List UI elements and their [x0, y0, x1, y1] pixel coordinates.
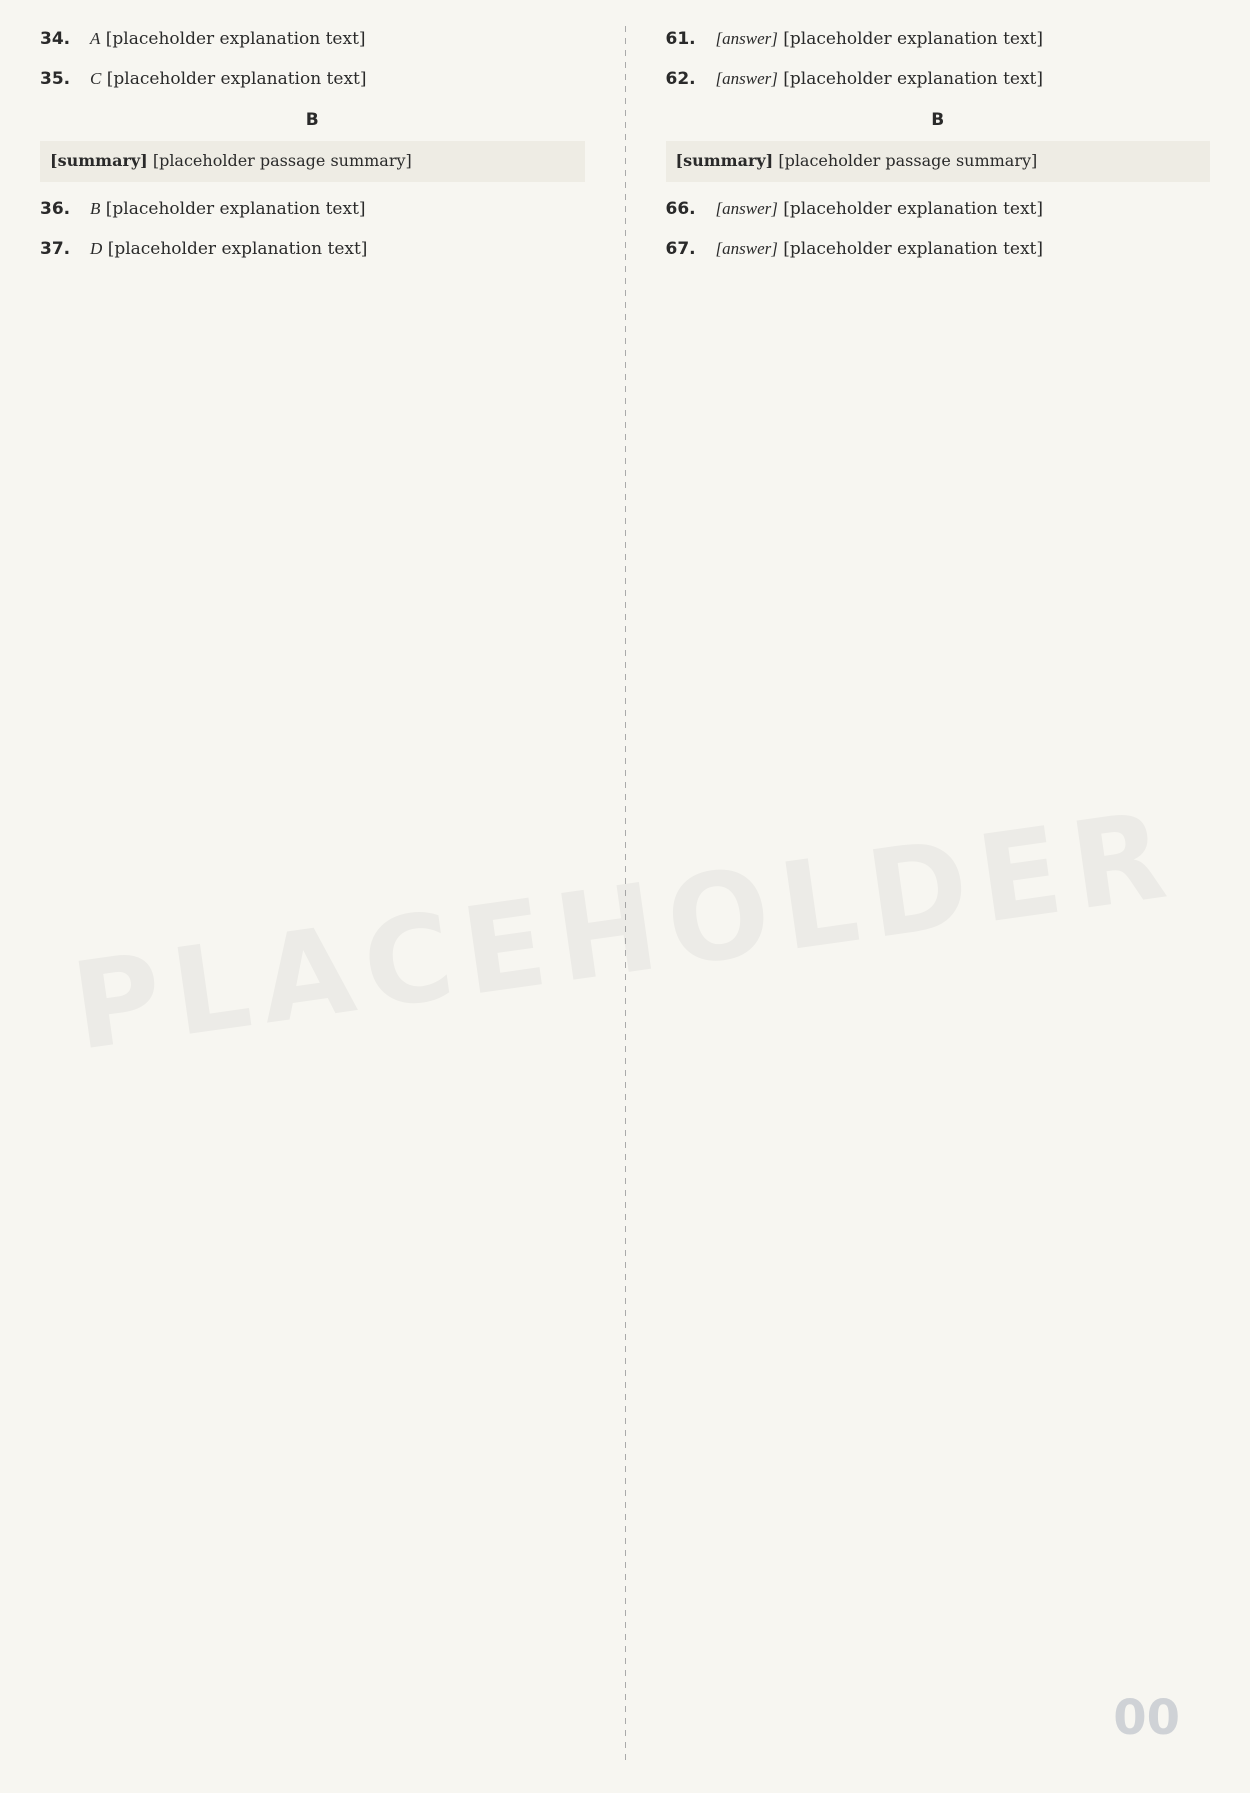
section-heading: B: [305, 109, 319, 130]
item-answer: C: [90, 69, 102, 89]
item-explanation: [placeholder explanation text]: [106, 69, 367, 90]
item-answer: [answer]: [715, 29, 778, 48]
item-explanation: [placeholder explanation text]: [107, 239, 368, 260]
passage-summary: [666, 141, 1211, 182]
summary-tag: [summary]: [50, 151, 148, 171]
item-explanation: [placeholder explanation text]: [105, 198, 366, 219]
answer-item: [40, 26, 585, 52]
summary-text: [placeholder passage summary]: [778, 151, 1038, 171]
item-explanation: [placeholder explanation text]: [783, 198, 1044, 219]
summary-tag: [summary]: [675, 151, 774, 171]
right-column: [666, 26, 1211, 1763]
item-answer: D: [90, 239, 103, 259]
item-number: 66.: [665, 198, 696, 219]
answer-item: [666, 236, 1211, 262]
answer-item: [666, 26, 1211, 52]
summary-text: [placeholder passage summary]: [152, 151, 412, 171]
item-explanation: [placeholder explanation text]: [783, 29, 1044, 49]
watermark: PLACEHOLDER: [64, 785, 1186, 1079]
item-answer: B: [90, 198, 101, 218]
section-heading: B: [931, 109, 945, 130]
left-column: [40, 26, 585, 1763]
item-number: 35.: [40, 69, 71, 90]
item-answer: [answer]: [715, 198, 778, 218]
item-number: 36.: [40, 198, 71, 219]
item-explanation: [placeholder explanation text]: [783, 239, 1044, 260]
item-number: 62.: [665, 69, 696, 90]
item-answer: A: [90, 29, 101, 48]
item-answer: [answer]: [715, 69, 778, 89]
item-number: 61.: [665, 29, 696, 49]
item-answer: [answer]: [715, 239, 778, 259]
page-number: 00: [1113, 1689, 1180, 1746]
two-column-layout: [40, 26, 1210, 1763]
column-divider: [625, 26, 626, 1763]
item-explanation: [placeholder explanation text]: [783, 69, 1044, 90]
passage-summary: [40, 141, 585, 182]
answer-item: [40, 236, 585, 262]
item-number: 67.: [665, 239, 696, 260]
item-explanation: [placeholder explanation text]: [105, 29, 366, 49]
item-number: 34.: [40, 29, 71, 49]
answer-item: [40, 196, 585, 222]
item-number: 37.: [40, 239, 71, 260]
answer-item: [666, 66, 1211, 92]
answer-item: [40, 66, 585, 92]
answer-item: [666, 196, 1211, 222]
